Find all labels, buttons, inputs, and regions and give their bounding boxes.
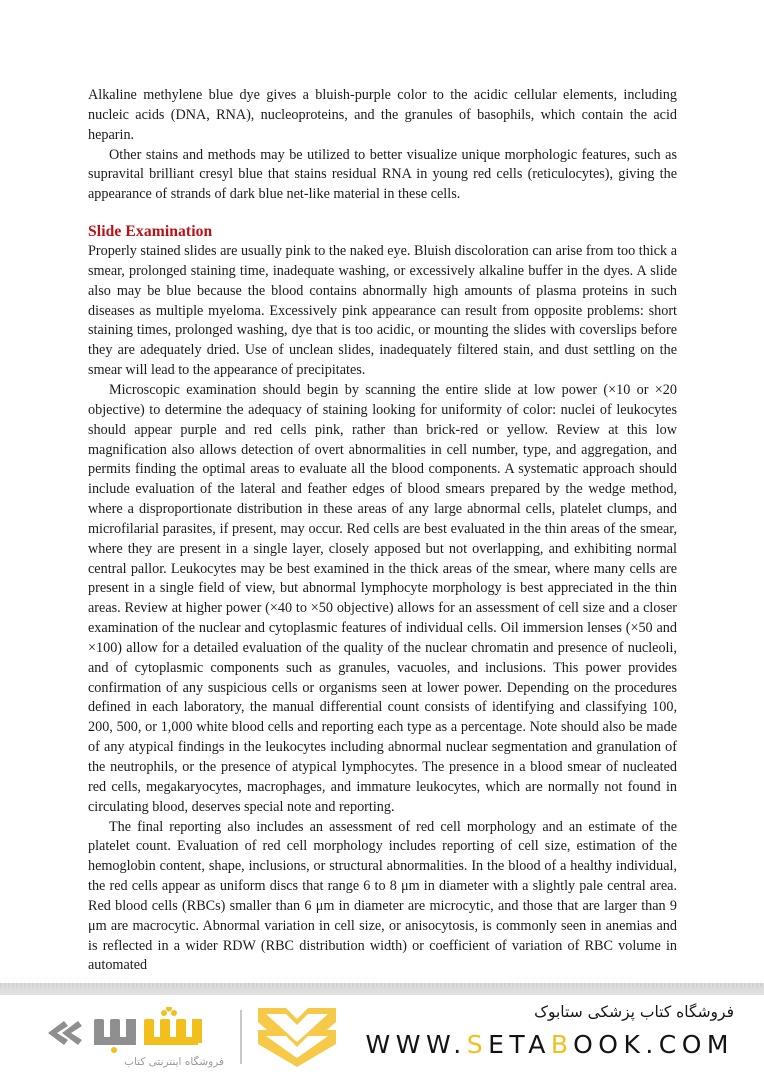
url-suffix: .COM: [645, 1030, 734, 1060]
setabook-logo[interactable]: [48, 1000, 338, 1074]
url-letter-b: B: [550, 1030, 574, 1060]
footer-text-block: [334, 1001, 734, 1059]
footer-website-url[interactable]: [366, 1030, 734, 1059]
wordmark-glyphs: [48, 1007, 224, 1053]
paragraph: Properly stained slides are usually pink to the naked eye. Bluish discoloration can arise from too thick a smear, prolonged staining time, inadequate washing, or excessively alkaline buffer in the dyes. A slide also may be blue because the blood contains abnormally high amounts of plasma proteins in such diseases as multiple myeloma. Excessively pink appearance can result from opposite problems: short staining times, prolonged washing, dye that is too acidic, or mounting the slides with coverslips before they are adequately dried. Use of unclean slides, inadequately filtered stain, and dust settling on the smear will lead to the appearance of precipitates.: [88, 243, 677, 379]
section-heading: Slide Examination: [88, 223, 213, 241]
url-mid-eta: ETA: [488, 1030, 551, 1060]
logo-tagline-fa: فروشگاه اینترنتی کتاب: [124, 1055, 224, 1068]
footer-content: [0, 995, 764, 1080]
logo-wordmark-block: [48, 1007, 224, 1068]
logo-wordmark-fa: [48, 1007, 224, 1053]
footer-tagline-fa: فروشگاه کتاب پزشکی ستابوک: [534, 1003, 734, 1021]
double-chevron-icon: [256, 1006, 338, 1068]
paragraph: Other stains and methods may be utilized to better visualize unique morphologic features, such as supravital brilliant cresyl blue that stains residual RNA in young red cells (reticulocytes), giving the appearance of strands of dark blue net-like material in these cells.: [88, 146, 677, 203]
url-letter-s: S: [466, 1030, 489, 1060]
paragraph: Alkaline methylene blue dye gives a bluish-purple color to the acidic cellular elements, including nucleic acids (DNA, RNA), nucleoproteins, and the granules of basophils, which contain the acid heparin.: [88, 87, 677, 143]
paragraph: The final reporting also includes an assessment of red cell morphology and an estimate of the platelet count. Evaluation of red cell morphology includes reporting of cell size, estimation of the hemoglobin content, shape, inclusions, or structural abnormalities. In the blood of a healthy individual, the red cells appear as uniform discs that range 6 to 8 μm in diameter with a slightly pale central area. Red blood cells (RBCs) smaller than 6 μm in diameter are microcytic, and those that are larger than 9 μm are macrocytic. Abnormal variation in cell size, or anisocytosis, is commonly seen in anemias and is reflected in a wider RDW (RBC distribution width) or coefficient of variation of RBC volume in automated: [88, 818, 677, 974]
paragraph: Microscopic examination should begin by scanning the entire slide at low power (×10 or ×20 objective) to determine the adequacy of staining looking for uniformity of color: nuclei of leukocytes should appear purple and red cells pink, rather than brick-red or yellow. Review at this low magnification also allows detection of overt abnormalities in cell number, type, and aggregation, and permits finding the optimal areas to evaluate all the blood components. A systematic approach should include evaluation of the lateral and feather edges of blood smears prepared by the wedge method, where a disproportionate distribution in these areas of any large abnormal cells, platelet clumps, and microfilarial parasites, if present, may occur. Red cells are best evaluated in the thin areas of the smear, where they are present in a single layer, closely apposed but not overlapping, and exhibiting normal central pallor. Leukocytes may be best examined in the thick areas of the smear, where many cells are present in a single field of view, but abnormal lymphocyte morphology is best appreciated in the thin areas. Review at higher power (×40 to ×50 objective) allows for an assessment of cell size and a closer examination of the nuclear and cytoplasmic features of individual cells. Oil immersion lenses (×50 and ×100) allow for a detailed evaluation of the quality of the nuclear chromatin and presence of nucleoli, and of cytoplasmic components such as granules, vacuoles, and inclusions. This power provides confirmation of any suspicious cells or organisms seen at lower power. Depending on the procedures defined in each laboratory, the manual differential count consists of identifying and classifying 100, 200, 500, or 1,000 white blood cells and reporting each type as a percentage. Note should also be made of any atypical findings in the leukocytes including abnormal nuclear segmentation and granulation of the neutrophils, or the presence of atypical lymphocytes. The presence in a blood smear of nucleated red cells, megakaryocytes, macrophages, and immature leukocytes, which are normally not found in circulating blood, deserves special note and reporting.: [88, 381, 677, 815]
footer-top-divider: [0, 983, 764, 995]
footer-banner: [0, 983, 764, 1080]
logo-divider: [240, 1010, 242, 1064]
text-column: [88, 86, 677, 976]
url-mid-ook: OOK: [573, 1030, 646, 1060]
url-prefix: WWW.: [365, 1030, 467, 1060]
